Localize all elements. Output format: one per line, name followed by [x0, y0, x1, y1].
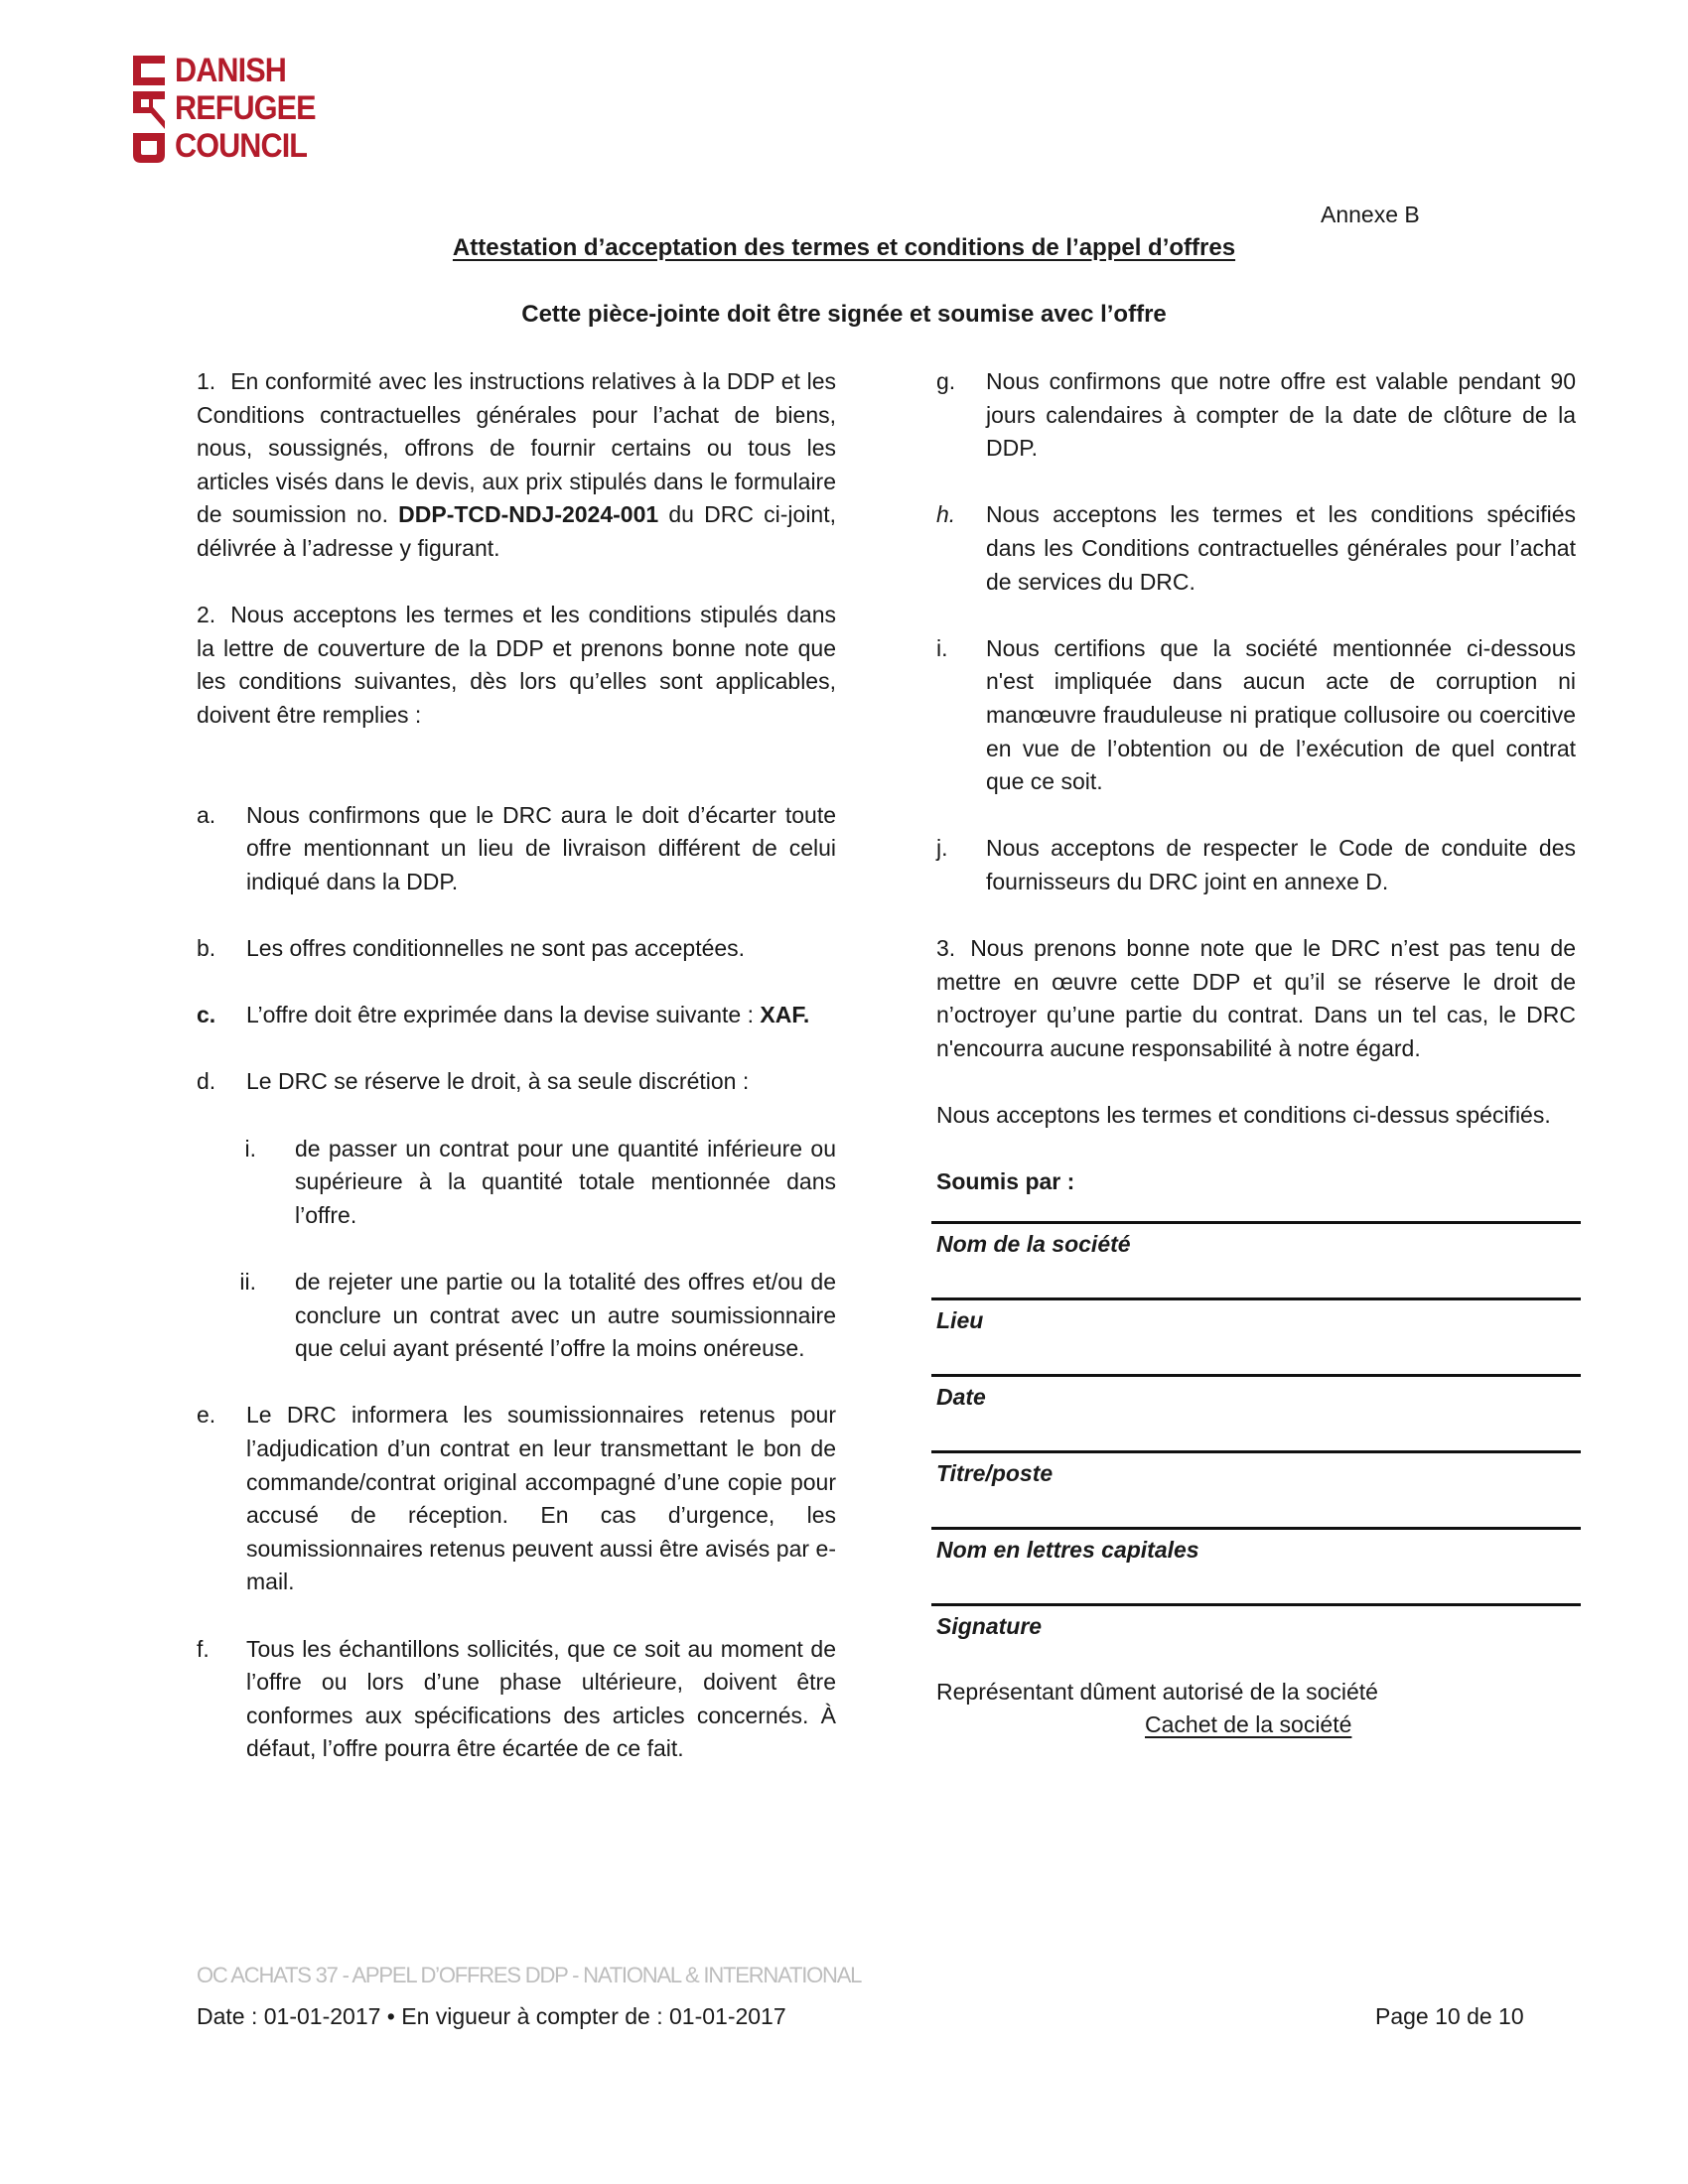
paragraph-3-text: Nous prenons bonne note que le DRC n’est pas tenu de mettre en œuvre cette DDP et qu’il se réserve le droit de n’octroyer qu’une partie du contrat. Dans un tel cas, le DRC n'encourra aucune responsabilité à notre égard.	[936, 935, 1576, 1061]
condition-f-text: Tous les échantillons sollicités, que ce soit au moment de l’offre ou lors d’une phase ultérieure, doivent être conformes aux spécifications des articles concernés. À défaut, l’offre pourra être écartée de ce fait.	[246, 1635, 836, 1762]
condition-c	[197, 999, 836, 1032]
paragraph-1-text: En conformité avec les instructions relatives à la DDP et les Conditions contractuelles générales pour l’achat de biens, nous, soussignés, offrons de fournir certains ou tous les articles visés dans le devis, aux prix stipulés dans le formulaire de soumission no.	[197, 368, 836, 528]
condition-g-text: Nous confirmons que notre offre est valable pendant 90 jours calendaires à compter de la date de clôture de la DDP.	[986, 368, 1576, 462]
footer-date-line: Date : 01-01-2017 • En vigueur à compter de : 01-01-2017	[197, 2003, 786, 2029]
condition-d-text: Le DRC se réserve le droit, à sa seule discrétion :	[246, 1068, 750, 1095]
paragraph-2	[197, 599, 836, 732]
condition-e-label: e.	[197, 1402, 216, 1429]
logo-word-council: COUNCIL	[175, 127, 308, 165]
location-label: Lieu	[936, 1306, 984, 1333]
condition-g-label: g.	[936, 368, 956, 394]
condition-d-i	[197, 1133, 836, 1233]
condition-d-i-label: i.	[244, 1135, 256, 1161]
condition-d-label: d.	[197, 1068, 216, 1095]
paragraph-2-text: Nous acceptons les termes et les conditions stipulés dans la lettre de couverture de la DDP et prenons bonne note que les conditions suivantes, dès lors qu’elles sont applicables, doivent être remplies :	[197, 602, 836, 728]
condition-j-text: Nous acceptons de respecter le Code de conduite des fournisseurs du DRC joint en annexe D.	[986, 835, 1576, 894]
document-title	[0, 232, 1688, 264]
document-subtitle: Cette pièce-jointe doit être signée et soumise avec l’offre	[521, 301, 1167, 328]
paragraph-1	[197, 365, 836, 566]
left-column	[197, 365, 836, 1766]
annex-label: Annexe B	[1321, 202, 1420, 227]
right-column	[936, 365, 1576, 1742]
condition-j	[936, 832, 1576, 898]
authorized-representative: Représentant dûment autorisé de la société	[936, 1678, 1378, 1705]
company-stamp-label: Cachet de la société	[1145, 1711, 1352, 1738]
condition-a	[197, 799, 836, 899]
paragraph-2-number: 2.	[197, 602, 216, 628]
logo-word-danish: DANISH	[175, 52, 286, 89]
submitted-by-label: Soumis par :	[936, 1168, 1075, 1195]
condition-b-label: b.	[197, 935, 216, 962]
condition-g	[936, 365, 1576, 466]
drc-logo-text	[175, 52, 344, 165]
date-label: Date	[936, 1383, 986, 1410]
condition-h	[936, 498, 1576, 599]
company-name-label: Nom de la société	[936, 1230, 1131, 1257]
condition-b	[197, 932, 836, 966]
acceptance-statement: Nous acceptons les termes et conditions ci-dessus spécifiés.	[936, 1102, 1551, 1129]
condition-h-text: Nous acceptons les termes et les conditions spécifiés dans les Conditions contractuelles générales pour l’achat de services du DRC.	[986, 501, 1576, 595]
condition-d-ii-text: de rejeter une partie ou la totalité des offres et/ou de conclure un contrat avec un autre soumissionnaire que celui ayant présenté l’offre la moins onéreuse.	[295, 1269, 836, 1362]
paragraph-3	[936, 932, 1576, 1065]
signature-label: Signature	[936, 1612, 1043, 1639]
condition-d-i-text: de passer un contrat pour une quantité inférieure ou supérieure à la quantité totale mentionnée dans l’offre.	[295, 1135, 836, 1228]
condition-c-text: L’offre doit être exprimée dans la devise suivante :	[246, 1002, 761, 1028]
capital-name-label: Nom en lettres capitales	[936, 1536, 1199, 1563]
job-title-label: Titre/poste	[936, 1459, 1054, 1486]
condition-f	[197, 1633, 836, 1766]
paragraph-3-number: 3.	[936, 935, 956, 962]
paragraph-1-number: 1.	[197, 368, 216, 394]
condition-b-text: Les offres conditionnelles ne sont pas acceptées.	[246, 935, 746, 962]
signature-block	[936, 1221, 1576, 1654]
drc-logo	[129, 50, 338, 167]
document-title-text: Attestation d’acceptation des termes et conditions de l’appel d’offres	[452, 234, 1236, 261]
condition-h-label: h.	[936, 501, 956, 528]
logo-word-refugee: REFUGEE	[175, 89, 316, 127]
condition-f-label: f.	[197, 1635, 210, 1662]
condition-i	[936, 632, 1576, 799]
paragraph-1-tail: du DRC ci-joint, délivrée à l’adresse y figurant.	[197, 501, 836, 561]
currency-value: XAF.	[760, 1002, 810, 1028]
rfq-reference: DDP-TCD-NDJ-2024-001	[398, 501, 659, 528]
condition-i-text: Nous certifions que la société mentionnée ci-dessous n'est impliquée dans aucun acte de corruption ni manœuvre frauduleuse ni pratique collusoire ou coercitive en vue de l’obtention ou de l’exécution de quel contrat que ce soit.	[986, 634, 1576, 795]
condition-c-label: c.	[197, 1002, 216, 1028]
condition-i-label: i.	[936, 634, 948, 661]
drc-logo-mark	[129, 50, 169, 167]
condition-e	[197, 1399, 836, 1599]
condition-a-text: Nous confirmons que le DRC aura le doit d’écarter toute offre mentionnant un lieu de livraison différent de celui indiqué dans la DDP.	[246, 801, 836, 894]
footer-page-number: Page 10 de 10	[1375, 2003, 1524, 2029]
condition-e-text: Le DRC informera les soumissionnaires retenus pour l’adjudication d’un contrat en leur transmettant le bon de commande/contrat original accompagné d’une copie pour accusé de réception. En cas d’urgence, les soumissionnaires retenus peuvent aussi être avisés par e-mail.	[246, 1402, 836, 1595]
footer-form-reference: OC ACHATS 37 - APPEL D’OFFRES DDP - NATIONAL & INTERNATIONAL	[197, 1963, 862, 1987]
condition-d-ii-label: ii.	[239, 1269, 256, 1296]
condition-j-label: j.	[936, 835, 948, 862]
condition-a-label: a.	[197, 801, 216, 828]
condition-d-ii	[197, 1266, 836, 1366]
condition-d	[197, 1065, 836, 1099]
